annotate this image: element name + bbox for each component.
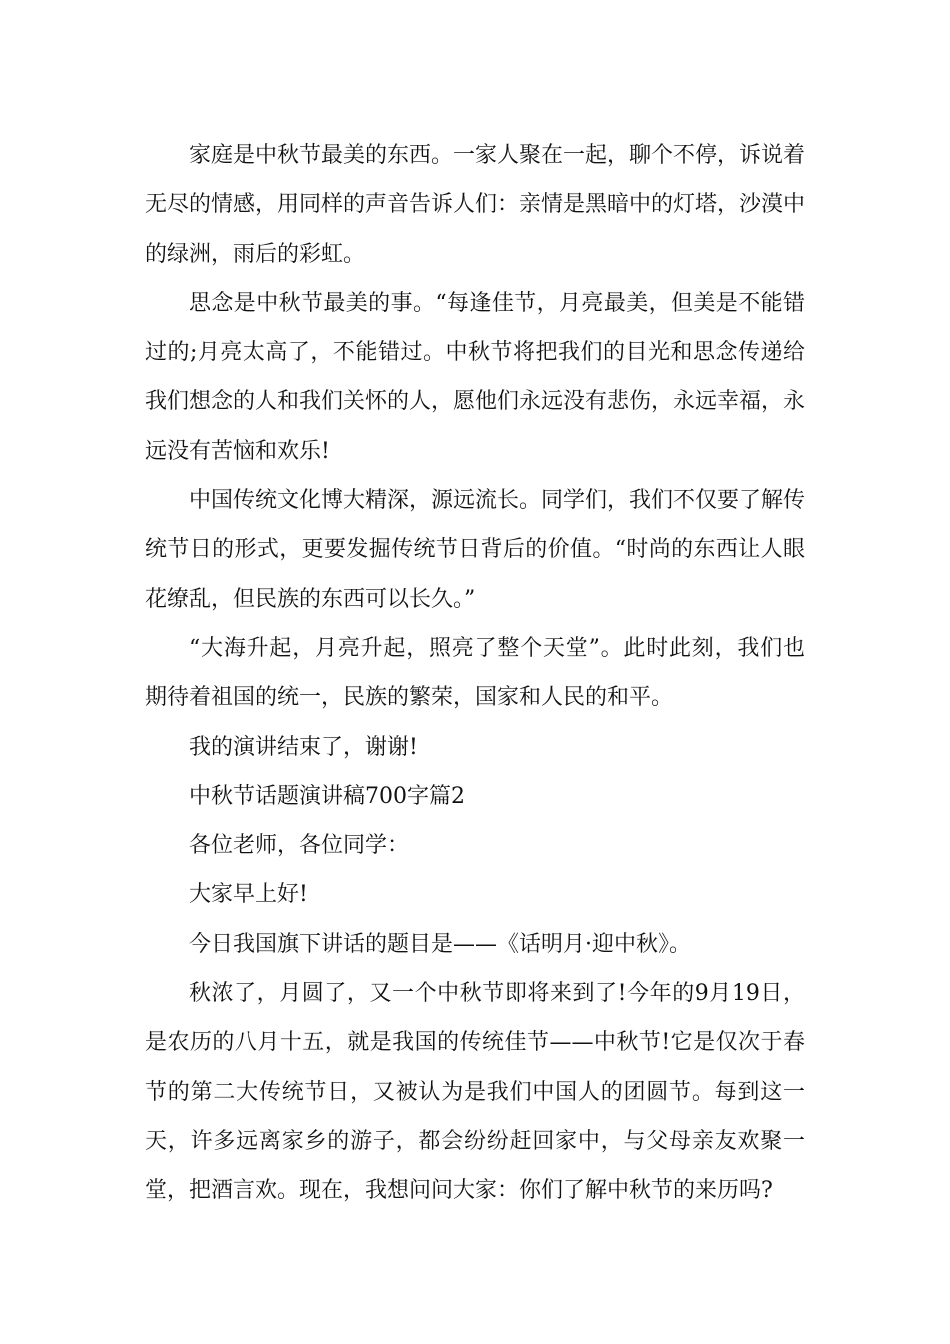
paragraph-family: 家庭是中秋节最美的东西。一家人聚在一起，聊个不停，诉说着无尽的情感，用同样的声音告诉人们：亲情是黑暗中的灯塔，沙漠中的绿洲，雨后的彩虹。 bbox=[145, 143, 806, 267]
paragraph-sea-moon: “大海升起，月亮升起，照亮了整个天堂”。此时此刻，我们也期待着祖国的统一，民族的繁荣，国家和人民的和平。 bbox=[145, 635, 805, 711]
paragraph-greeting: 各位老师，各位同学： bbox=[189, 833, 410, 859]
paragraph-mid-autumn-intro: 秋浓了，月圆了，又一个中秋节即将来到了!今年的9月19日，是农历的八月十五，就是我国的传统佳节——中秋节!它是仅次于春节的第二大传统节日，又被认为是我们中国人的团圆节。每到这一天，许多远离家乡的游子，都会纷纷赶回家中，与父母亲友欢聚一堂，把酒言欢。现在，我想问问大家：你们了解中秋节的来历吗? bbox=[145, 981, 805, 1204]
document-body bbox=[145, 131, 805, 1216]
paragraph-closing: 我的演讲结束了，谢谢! bbox=[189, 734, 418, 760]
paragraph-culture: 中国传统文化博大精深，源远流长。同学们，我们不仅要了解传统节日的形式，更要发掘传统节日背后的价值。“时尚的东西让人眼花缭乱，但民族的东西可以长久。” bbox=[145, 488, 806, 612]
section-heading: 中秋节话题演讲稿700字篇2 bbox=[189, 783, 465, 809]
paragraph-missing: 思念是中秋节最美的事。“每逢佳节，月亮最美，但美是不能错过的;月亮太高了，不能错过。中秋节将把我们的目光和思念传递给我们想念的人和我们关怀的人，愿他们永远没有悲伤，永远幸福，永远没有苦恼和欢乐! bbox=[145, 290, 806, 464]
paragraph-good-morning: 大家早上好! bbox=[189, 882, 308, 908]
paragraph-speech-title: 今日我国旗下讲话的题目是——《话明月·迎中秋》。 bbox=[189, 931, 691, 957]
